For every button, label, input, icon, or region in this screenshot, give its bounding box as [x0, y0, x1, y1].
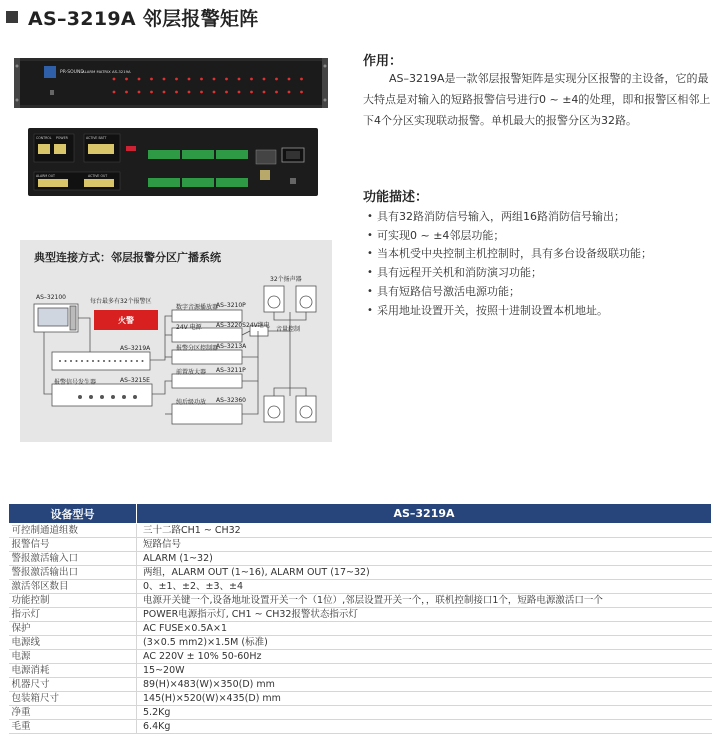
svg-text:ACTIVE BATT: ACTIVE BATT [86, 136, 107, 140]
spec-value: 5.2Kg [137, 706, 712, 720]
alarm-led-icon [138, 78, 141, 81]
alarm-led-icon [188, 78, 191, 81]
device-label: AS–3211P [216, 367, 246, 374]
terminal-block-icon [148, 178, 180, 187]
svg-text:ALARM OUT: ALARM OUT [36, 174, 55, 178]
page-title: AS–3219A 邻层报警矩阵 [28, 7, 259, 30]
device-label: AS–3219A [120, 345, 151, 352]
feature-item: • 可实现0 ~ ±4邻层功能； [367, 227, 717, 246]
feature-item: • 具有32路消防信号输入，两组16路消防信号输出； [367, 208, 717, 227]
alarm-led-icon [300, 78, 303, 81]
device-label: 24V 电源 [176, 324, 202, 331]
alarm-led-icon [138, 91, 141, 94]
spec-key: 电源消耗 [9, 664, 137, 678]
alarm-led-icon [175, 91, 178, 94]
spec-value: ALARM (1~32) [137, 552, 712, 566]
table-row [9, 566, 712, 580]
spec-value: 89(H)×483(W)×350(D) mm [137, 678, 712, 692]
alarm-led-icon [238, 91, 241, 94]
spec-key: 机器尺寸 [9, 678, 137, 692]
header-square-icon [6, 11, 18, 23]
alarm-led-icon [188, 91, 191, 94]
fuse-icon [260, 170, 270, 180]
feature-item: • 具有远程开关机和消防演习功能； [367, 264, 717, 283]
alarm-led-icon [150, 78, 153, 81]
table-header-row [9, 504, 712, 524]
device-label: 数字音源播放器 [176, 304, 219, 311]
diagram-title: 典型连接方式：邻层报警分区广播系统 [34, 251, 221, 264]
alarm-led-icon [225, 91, 228, 94]
function-text: AS–3219A是一款邻层报警矩阵是实现分区报警的主设备，它的最大特点是对输入的短路报警信号进行0 ~ ±4的处理，即和报警区相邻上下4个分区实现联动报警。单机最大的报警分区为32路。 [363, 72, 711, 127]
terminal-block-icon [54, 144, 66, 154]
alarm-led-icon [225, 78, 228, 81]
alarm-led-icon [238, 78, 241, 81]
spec-key: 净重 [9, 706, 137, 720]
bullet-icon: • [367, 211, 373, 222]
function-heading: 作用： [363, 54, 403, 69]
alarm-led-icon [200, 78, 203, 81]
device-label: 前置放大器 [176, 369, 207, 376]
speakers-label: 32个扬声器 [270, 276, 302, 283]
spec-key: 毛重 [9, 720, 137, 734]
device-label: AS–32100 [36, 294, 66, 301]
spec-value: 145(H)×520(W)×435(D) mm [137, 692, 712, 706]
device-label: AS–3215E [120, 377, 150, 384]
spec-key: 保护 [9, 622, 137, 636]
svg-text:POWER: POWER [56, 136, 68, 140]
terminal-block-icon [88, 144, 114, 154]
terminal-block-icon [148, 150, 180, 159]
table-row [9, 552, 712, 566]
alarm-led-icon [113, 78, 116, 81]
device-label: AS–3210P [216, 302, 246, 309]
bullet-icon: • [367, 285, 373, 297]
fire-alarm-label: 火警 [94, 310, 158, 330]
alarm-led-icon [125, 91, 128, 94]
spec-key: 包装箱尺寸 [9, 692, 137, 706]
alarm-led-icon [150, 91, 153, 94]
spec-key: 激活邻区数目 [9, 580, 137, 594]
alarm-led-icon [213, 91, 216, 94]
table-row [9, 706, 712, 720]
table-row [9, 664, 712, 678]
spec-key: 指示灯 [9, 608, 137, 622]
brand-logo-icon [44, 66, 56, 78]
table-row [9, 720, 712, 734]
feature-item: • 采用地址设置开关，按照十进制设置本机地址。 [367, 302, 717, 321]
spec-key: 可控制通道组数 [9, 524, 137, 538]
spec-value: 三十二路CH1 ~ CH32 [137, 524, 712, 538]
spec-value: POWER电源指示灯, CH1 ~ CH32报警状态指示灯 [137, 608, 712, 622]
alarm-led-icon [288, 78, 291, 81]
device-label: AS–32360 [216, 397, 246, 404]
terminal-block-icon [216, 150, 248, 159]
table-row [9, 622, 712, 636]
table-row [9, 608, 712, 622]
alarm-led-icon [200, 91, 203, 94]
table-row [9, 594, 712, 608]
device-label: 报警信号发生器 [54, 379, 97, 386]
alarm-led-icon [263, 91, 266, 94]
spec-value: 短路信号 [137, 538, 712, 552]
table-header-cell: 设备型号 [9, 504, 137, 524]
table-row [9, 538, 712, 552]
spec-key: 电源 [9, 650, 137, 664]
terminal-block-icon [182, 178, 214, 187]
alarm-led-icon [213, 78, 216, 81]
spec-value: AC 220V ± 10% 50-60Hz [137, 650, 712, 664]
front-panel-image [14, 52, 328, 114]
svg-text:ACTIVE OUT: ACTIVE OUT [88, 174, 108, 178]
alarm-led-icon [275, 91, 278, 94]
bullet-icon: • [367, 229, 373, 241]
alarm-led-icon [263, 78, 266, 81]
terminal-block-icon [182, 150, 214, 159]
features-heading: 功能描述： [363, 190, 429, 205]
alarm-led-icon [300, 91, 303, 94]
features-list [367, 208, 717, 320]
alarm-led-icon [250, 91, 253, 94]
spec-value: 电源开关键一个,设备地址设置开关一个（1位）,邻层设置开关一个，，联机控制接口1个，短路电源激活口一个 [137, 594, 712, 608]
diagram-lines [20, 240, 332, 442]
spec-key: 功能控制 [9, 594, 137, 608]
spec-value: 6.4Kg [137, 720, 712, 734]
spec-table [8, 503, 712, 734]
page-header [6, 4, 259, 30]
feature-item: • 当本机受中央控制主机控制时，具有多台设备级联功能； [367, 245, 717, 264]
terminal-block-icon [216, 178, 248, 187]
device-label: 报警分区控制器 [176, 345, 219, 352]
alarm-led-icon [275, 78, 278, 81]
table-row [9, 650, 712, 664]
front-brand: PR-SOUND [60, 70, 84, 75]
device-label: 音量控制 [276, 326, 301, 333]
table-row [9, 580, 712, 594]
device-label: 纯后级功放 [176, 399, 207, 406]
table-row [9, 524, 712, 538]
db-connector-icon [256, 150, 276, 164]
table-row [9, 678, 712, 692]
bullet-icon: • [367, 248, 373, 260]
spec-value: 15~20W [137, 664, 712, 678]
alarm-led-icon [288, 91, 291, 94]
spec-key: 报警信号 [9, 538, 137, 552]
front-model: ALARM MATRIX AS-3219A [82, 69, 131, 74]
connection-diagram [20, 240, 332, 442]
spec-value: 0、±1、±2、±3、±4 [137, 580, 712, 594]
spec-value: (3×0.5 mm2)×1.5M (标准) [137, 636, 712, 650]
alarm-led-icon [125, 78, 128, 81]
bullet-icon: • [367, 304, 373, 316]
spec-value: AC FUSE×0.5A×1 [137, 622, 712, 636]
bullet-icon: • [367, 267, 373, 279]
alarm-led-icon [250, 78, 253, 81]
svg-text:CONTROL: CONTROL [36, 136, 52, 140]
spec-key: 警报激活输出口 [9, 566, 137, 580]
device-label: AS–3220S [216, 322, 246, 329]
zone-label: 每台最多有32个报警区 [90, 298, 152, 305]
alarm-led-icon [163, 91, 166, 94]
feature-item: • 具有短路信号激活电源功能； [367, 283, 717, 302]
spec-key: 警报激活输入口 [9, 552, 137, 566]
device-label: AS–3213A [216, 343, 247, 350]
table-row [9, 636, 712, 650]
alarm-led-icon [163, 78, 166, 81]
table-row [9, 692, 712, 706]
terminal-block-icon [38, 144, 50, 154]
spec-value: 两组，ALARM OUT (1~16), ALARM OUT (17~32) [137, 566, 712, 580]
device-label: 24V继电 [246, 322, 270, 329]
spec-key: 电源线 [9, 636, 137, 650]
back-panel-image [28, 128, 318, 196]
table-header-cell: AS–3219A [137, 504, 712, 524]
alarm-led-icon [175, 78, 178, 81]
alarm-led-icon [113, 91, 116, 94]
